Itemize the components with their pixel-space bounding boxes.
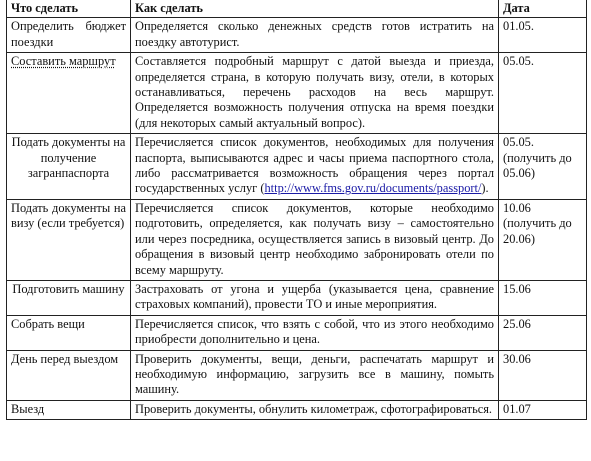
row-description: Составляется подробный маршрут с датой выезда и приезда, определяется страна, в которую получать визу, отели, в которых останавливаться, перечень расходов на весь маршрут. Определяется возможность получения отпуска на время поездки (для некоторых самый актуальный вопрос). [131,53,499,134]
table-header-row [7,0,587,18]
row-date: 30.06 [499,350,587,400]
table-row [7,53,587,134]
route-link[interactable]: Составить маршрут [11,54,116,69]
description-text-end: ). [481,181,489,196]
row-description: Проверить документы, вещи, деньги, распечатать маршрут и необходимую информацию, загрузить все в машину, помыть машину. [131,350,499,400]
trip-plan-table [6,0,587,420]
row-description: Проверить документы, обнулить километраж, сфотографироваться. [131,400,499,419]
row-description: Определяется сколько денежных средств готов истратить на поездку автотурист. [131,18,499,53]
row-description: Перечисляется список документов, которые необходимо подготовить, определяется, как получать визу – самостоятельно или через посредника, осуществляется запись в визовый центр. До обращения в визовый центр необходимо забронировать отели по всему маршруту. [131,199,499,280]
row-date: 05.05. [499,53,587,134]
table-row [7,400,587,419]
row-action: Определить бюджет поездки [7,18,131,53]
description-text: Перечисляется список документов, необходимых для получения паспорта, выписываются адрес и часы приема паспортного стола, либо рассматривается возможность обращения через портал государственных услуг ( [135,135,494,196]
row-action: Собрать вещи [7,315,131,350]
row-action: Подготовить машину [7,280,131,315]
row-date: 10.06 (получить до 20.06) [499,199,587,280]
table-row [7,280,587,315]
passport-portal-link[interactable]: http://www.fms.gov.ru/documents/passport/ [264,181,482,196]
header-action: Что сделать [7,0,131,18]
row-description: Перечисляется список, что взять с собой, что из этого необходимо приобрести дополнительно и цена. [131,315,499,350]
row-date: 05.05. (получить до 05.06) [499,134,587,200]
table-row [7,350,587,400]
table-row [7,199,587,280]
table-row [7,18,587,53]
row-description: Застраховать от угона и ущерба (указывается цена, сравнение страховых компаний), провести ТО и иные мероприятия. [131,280,499,315]
row-date: 15.06 [499,280,587,315]
row-action: Выезд [7,400,131,419]
table-row [7,315,587,350]
row-action: Подать документы на визу (если требуется) [7,199,131,280]
row-action [7,53,131,134]
header-description: Как сделать [131,0,499,18]
row-action: День перед выездом [7,350,131,400]
row-date: 25.06 [499,315,587,350]
table-row [7,134,587,200]
row-date: 01.05. [499,18,587,53]
row-action: Подать документы на получение загранпаспорта [7,134,131,200]
row-date: 01.07 [499,400,587,419]
header-date: Дата [499,0,587,18]
row-description [131,134,499,200]
